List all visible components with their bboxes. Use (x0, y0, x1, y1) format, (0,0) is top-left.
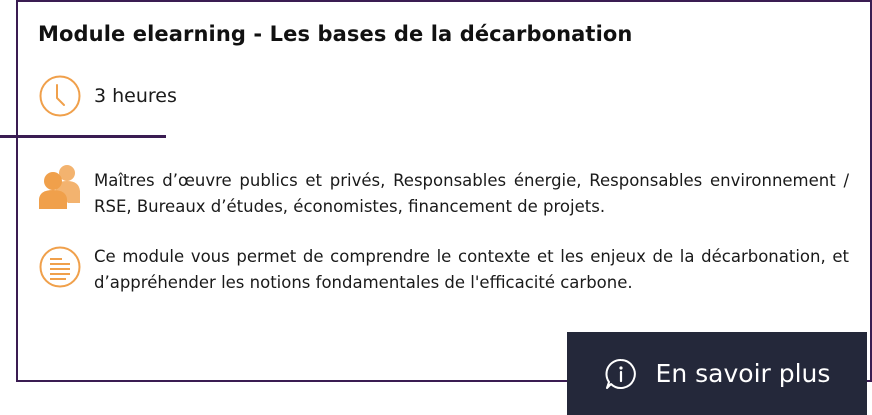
learn-more-button[interactable] (567, 332, 867, 415)
people-icon (38, 166, 82, 210)
duration-row (38, 74, 177, 118)
clock-icon (38, 74, 82, 118)
duration-text: 3 heures (94, 85, 177, 107)
audience-text: Maîtres d’œuvre publics et privés, Responsables énergie, Responsables environnement / RSE, Bureaux d’études, économistes, financement de projets. (94, 171, 849, 216)
audience-row (38, 166, 849, 220)
document-lines-icon (38, 245, 82, 289)
info-icon (604, 357, 638, 391)
description-row (38, 245, 849, 296)
section-divider (0, 135, 166, 138)
module-title: Module elearning - Les bases de la décarbonation (38, 22, 633, 46)
description-text: Ce module vous permet de comprendre le contexte et les enjeux de la décarbonation, et d’appréhender les notions fondamentales de l'efficacité carbone. (94, 247, 849, 292)
learn-more-label: En savoir plus (655, 359, 831, 388)
